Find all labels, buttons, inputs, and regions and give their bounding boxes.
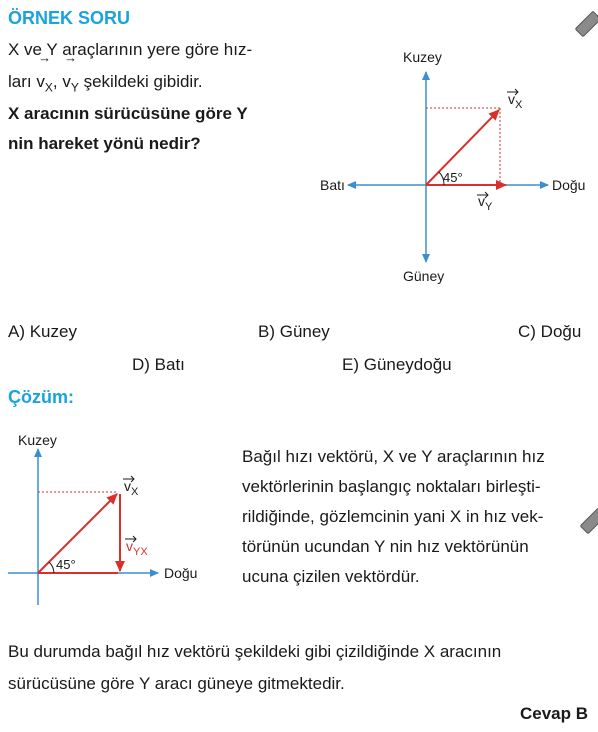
option-b[interactable]: B) Güney <box>258 322 330 341</box>
vx-label: $v_X$ <box>124 478 139 498</box>
south-label: Güney <box>403 268 445 284</box>
vx-vector <box>38 494 117 573</box>
question-line-1: X ve Y araçlarının yere göre hız- <box>8 40 253 59</box>
solution-line: törünün ucundan Y nin hız vektörünün <box>242 537 529 556</box>
angle-label: 45° <box>56 557 76 572</box>
angle-arc <box>49 562 54 573</box>
north-label: Kuzey <box>403 49 442 65</box>
answer-label: Cevap B <box>519 704 588 723</box>
conclusion-line: sürücüsüne göre Y aracı güneye gitmektedir. <box>8 674 345 693</box>
solution-line: ucuna çizilen vektördür. <box>242 567 420 586</box>
east-label: Doğu <box>164 565 198 581</box>
conclusion-paragraph <box>8 636 588 700</box>
solution-paragraph <box>242 442 588 592</box>
vector-vy: → $v_Y$ <box>62 66 79 103</box>
solution-heading: Çözüm: <box>8 387 74 407</box>
question-line-3: X aracının sürücüsüne göre Y <box>8 104 248 123</box>
solution-line: vektörlerinin başlangıç noktaları birleşti- <box>242 477 541 496</box>
north-label: Kuzey <box>18 432 57 448</box>
solution-line: Bağıl hızı vektörü, X ve Y araçlarının hız <box>242 447 545 466</box>
question-line-4: nin hareket yönü nedir? <box>8 134 201 153</box>
vy-label: $v_Y$ <box>478 193 493 213</box>
west-label: Batı <box>320 177 345 193</box>
option-e[interactable]: E) Güneydoğu <box>342 355 452 374</box>
example-heading: ÖRNEK SORU <box>8 8 131 28</box>
conclusion-line: Bu durumda bağıl hız vektörü şekildeki gibi çizildiğinde X aracının <box>8 642 502 661</box>
velocity-diagram-2 <box>0 425 235 610</box>
angle-label: 45° <box>443 170 463 185</box>
vyx-label: $v_{YX}$ <box>126 538 148 558</box>
option-d[interactable]: D) Batı <box>132 355 185 374</box>
option-c[interactable]: C) Doğu <box>518 322 582 341</box>
option-a[interactable]: A) Kuzey <box>8 322 77 341</box>
pen-icon <box>575 11 598 38</box>
solution-line: rildiğinde, gözlemcinin yani X in hız vek- <box>242 507 544 526</box>
vx-label: $v_X$ <box>508 91 523 111</box>
question-line-2: ları → $v_X$, → $v_Y$ şekildeki gibidir. <box>8 66 203 103</box>
east-label: Doğu <box>552 177 586 193</box>
velocity-diagram-1 <box>300 40 598 290</box>
vector-vx: → $v_X$ <box>36 66 53 103</box>
